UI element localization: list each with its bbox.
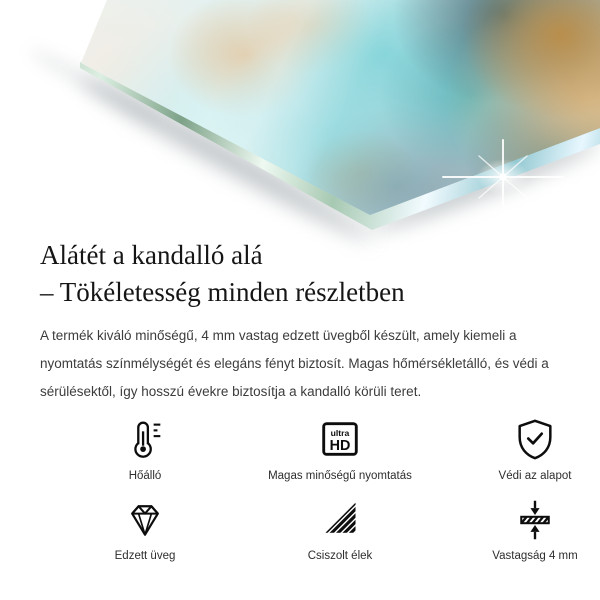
- polished-edges-icon: [318, 494, 362, 542]
- feature-label: Védi az alapot: [498, 470, 572, 482]
- diamond-icon: [123, 494, 167, 542]
- hero-section: [0, 0, 600, 235]
- feature-label: Magas minőségű nyomtatás: [268, 470, 412, 482]
- product-description: A termék kiváló minőségű, 4 mm vastag edzett üvegből készült, amely kiemeli a nyomtatás színmélységét és elegáns fényt biztosít. Magas hőmérsékletálló, és védi a sérülésektől, így hosszú évekre biztosítja a kandalló körüli teret.: [40, 328, 549, 399]
- feature-thickness: [460, 494, 600, 562]
- feature-label: Vastagság 4 mm: [492, 550, 578, 562]
- feature-label: Edzett üveg: [114, 550, 176, 562]
- thermometer-icon: [122, 414, 168, 462]
- ultra-hd-text-bottom: HD: [329, 438, 351, 455]
- feature-protects-base: [460, 414, 600, 482]
- features-grid: [70, 414, 578, 562]
- feature-print-quality: [220, 414, 460, 482]
- page-title: [40, 237, 560, 311]
- thickness-icon: [513, 494, 557, 542]
- feature-heat-resistant: [70, 414, 220, 482]
- feature-label: Hőálló: [128, 470, 162, 482]
- shield-check-icon: [512, 414, 558, 462]
- content-section: [0, 237, 600, 562]
- feature-polished-edges: [220, 494, 460, 562]
- page-title-line1: Alátét a kandalló alá: [40, 240, 263, 270]
- ultra-hd-text-top: ultra: [330, 428, 350, 439]
- ultra-hd-icon: [317, 414, 363, 462]
- feature-tempered-glass: [70, 494, 220, 562]
- feature-label: Csiszolt élek: [307, 550, 373, 562]
- sparkle-icon: [433, 132, 573, 222]
- page-title-line2: – Tökéletesség minden részletben: [40, 277, 405, 307]
